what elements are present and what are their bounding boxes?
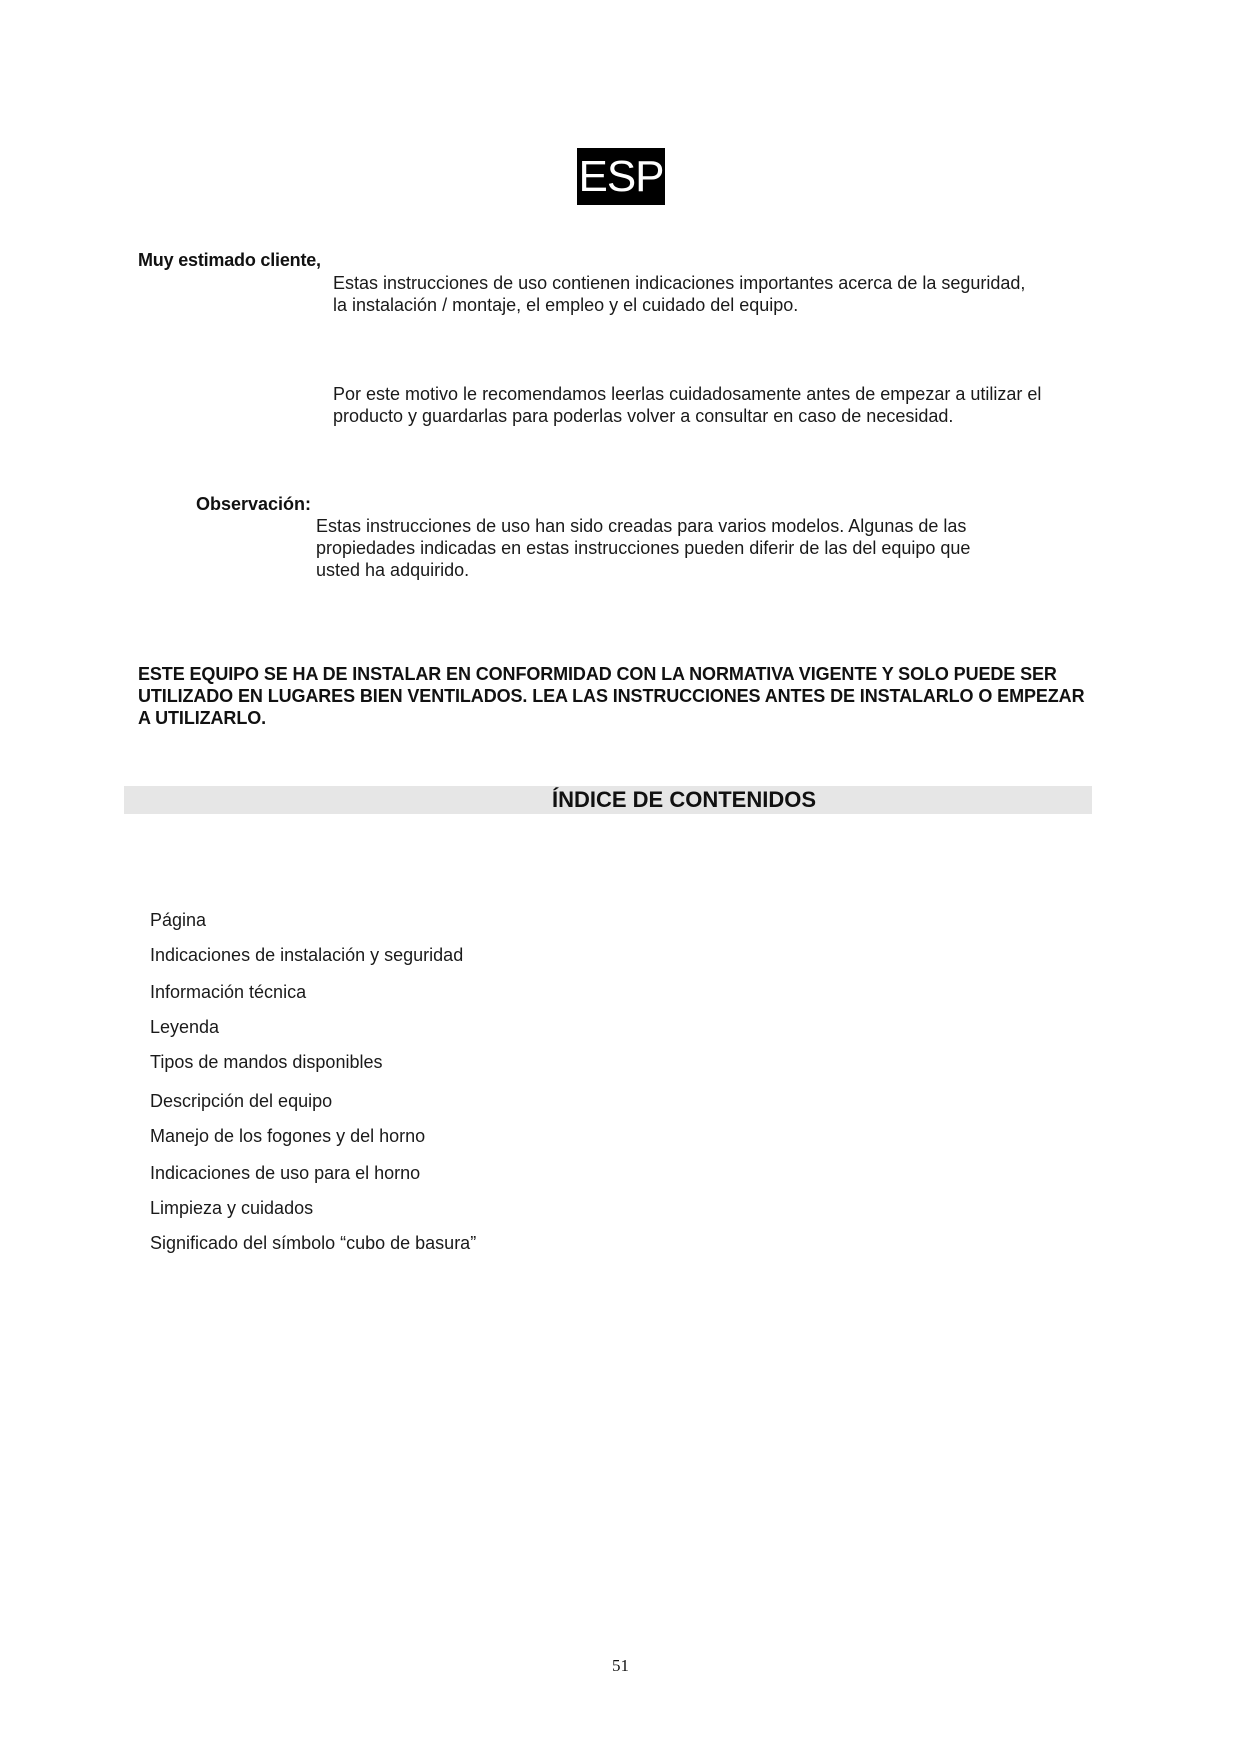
greeting-heading: Muy estimado cliente, (138, 250, 321, 270)
toc-item: Significado del símbolo “cubo de basura” (150, 1233, 477, 1253)
toc-item: Indicaciones de instalación y seguridad (150, 945, 464, 965)
index-heading (124, 786, 1092, 814)
intro-paragraph-2: Por este motivo le recomendamos leerlas cuidadosamente antes de empezar a utilizar el producto y guardarlas para poderlas volver a consultar en caso de necesidad. (333, 384, 1042, 426)
toc-item: Limpieza y cuidados (150, 1198, 314, 1218)
observation-text: Estas instrucciones de uso han sido creadas para varios modelos. Algunas de las propiedades indicadas en estas instrucciones pueden diferir de las del equipo que usted ha adquirido. (316, 516, 971, 580)
installation-warning: ESTE EQUIPO SE HA DE INSTALAR EN CONFORMIDAD CON LA NORMATIVA VIGENTE Y SOLO PUEDE SER UTILIZADO EN LUGARES BIEN VENTILADOS. LEA LAS INSTRUCCIONES ANTES DE INSTALARLO O EMPEZAR A UTILIZARLO. (138, 664, 1085, 728)
language-badge: ESP (577, 148, 665, 205)
toc-item: Leyenda (150, 1017, 220, 1037)
page-number: 51 (612, 1656, 629, 1675)
intro-paragraph-1: Estas instrucciones de uso contienen indicaciones importantes acerca de la seguridad, la instalación / montaje, el empleo y el cuidado del equipo. (333, 273, 1026, 315)
toc-item: Indicaciones de uso para el horno (150, 1163, 421, 1183)
toc-item: Página (150, 910, 207, 930)
toc-item: Información técnica (150, 982, 307, 1002)
toc-item: Manejo de los fogones y del horno (150, 1126, 426, 1146)
index-title: ÍNDICE DE CONTENIDOS (552, 787, 817, 812)
toc-item: Tipos de mandos disponibles (150, 1052, 383, 1072)
observation-label: Observación: (196, 494, 312, 514)
toc-item: Descripción del equipo (150, 1091, 333, 1111)
